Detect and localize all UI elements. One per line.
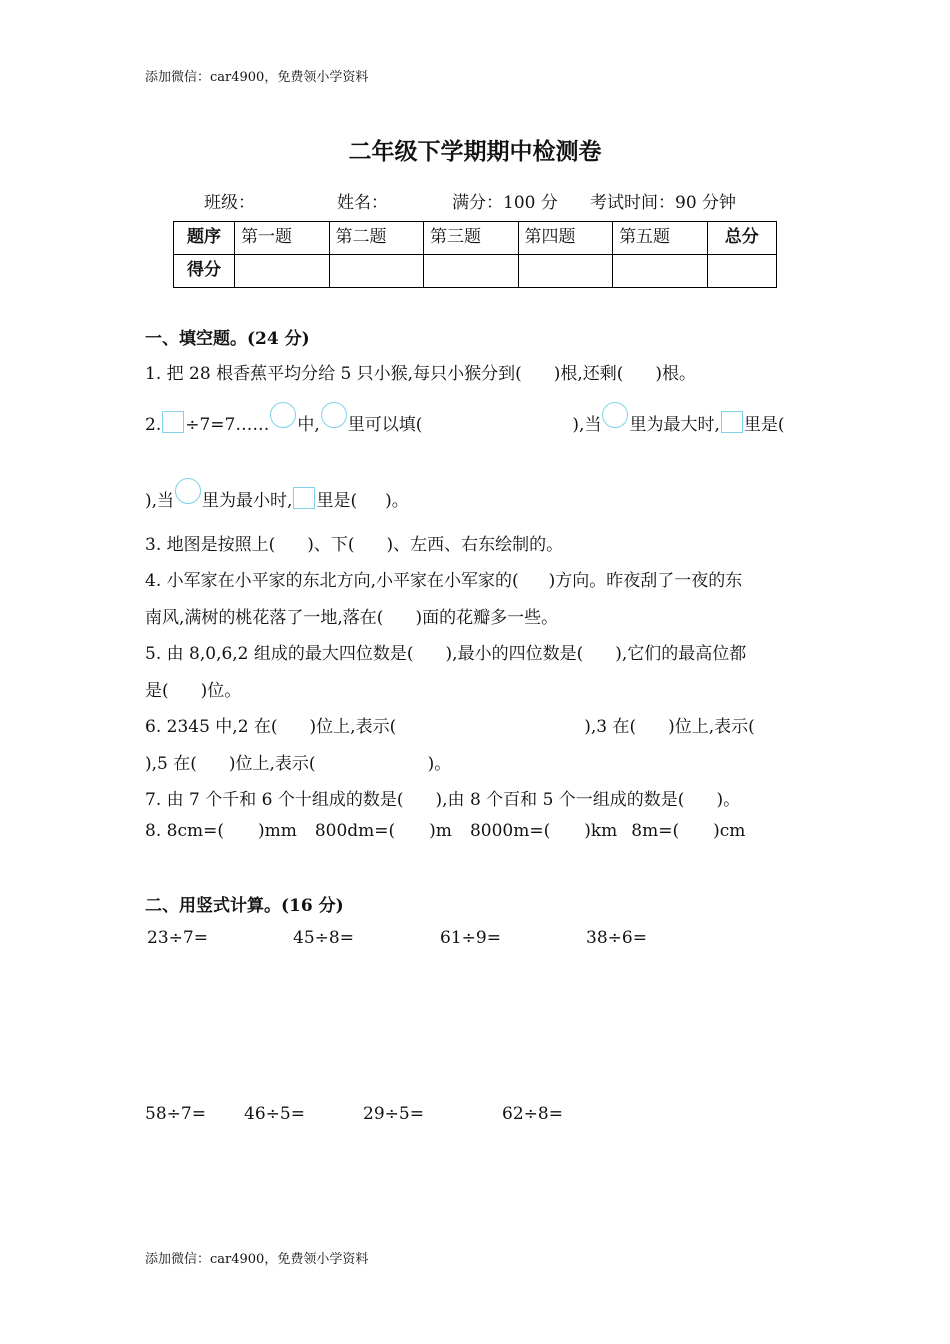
question-text: 4. 小军家在小平家的东北方向,小平家在小军家的(	[145, 571, 519, 591]
question-1	[145, 359, 696, 384]
question-text: 中,	[297, 415, 320, 435]
blank-circle-icon	[321, 402, 347, 428]
question-text: )。	[385, 491, 409, 511]
question-text: )cm	[713, 821, 746, 841]
question-text: )位上,表示(	[228, 754, 316, 774]
question-text: 1. 把 28 根香蕉平均分给 5 只小猴,每只小猴分到(	[145, 364, 522, 384]
score-cell[interactable]	[613, 255, 708, 288]
question-5-line-2	[145, 676, 241, 701]
question-text: ÷7=7……	[185, 415, 270, 435]
calc-item: 38÷6=	[586, 928, 647, 948]
question-text: 里可以填(	[347, 415, 423, 435]
question-text: 800dm=(	[314, 821, 396, 841]
question-text: 是(	[145, 681, 169, 701]
question-2-line-2	[145, 478, 409, 511]
class-label: 班级：	[204, 193, 255, 213]
question-text: )位上,表示(	[668, 717, 755, 737]
question-3	[145, 530, 563, 555]
calc-item: 62÷8=	[502, 1104, 563, 1124]
table-cell: 题序	[174, 222, 235, 255]
table-cell: 第一题	[235, 222, 330, 255]
question-text: )km	[584, 821, 618, 841]
question-text: )位。	[200, 681, 242, 701]
blank-circle-icon	[270, 402, 296, 428]
blank-circle-icon	[175, 478, 201, 504]
question-text: ),由 8 个百和 5 个一组成的数是(	[435, 790, 685, 810]
question-text: 6. 2345 中,2 在(	[145, 717, 278, 737]
question-text: )根。	[655, 364, 697, 384]
table-cell: 第二题	[329, 222, 424, 255]
score-cell[interactable]	[235, 255, 330, 288]
section-1-heading: 一、填空题。(24 分)	[145, 329, 310, 349]
question-text: ),它们的最高位都	[615, 644, 747, 664]
question-4-line-1	[145, 566, 742, 591]
question-6-line-2	[145, 749, 451, 774]
name-label: 姓名：	[337, 193, 388, 213]
blank-square-icon	[721, 411, 743, 433]
score-table-score-row	[174, 255, 777, 288]
question-text: )。	[716, 790, 741, 810]
section-2-heading: 二、用竖式计算。(16 分)	[145, 896, 344, 916]
question-text: 8m=(	[631, 821, 680, 841]
blank-square-icon	[162, 411, 184, 433]
question-text: 8. 8cm=(	[145, 821, 224, 841]
question-text: ),5 在(	[145, 754, 197, 774]
question-text: 3. 地图是按照上(	[145, 535, 276, 555]
calc-item: 58÷7=	[145, 1104, 206, 1124]
question-text: ),最小的四位数是(	[445, 644, 584, 664]
blank-square-icon	[293, 487, 315, 509]
question-text: )方向。昨夜刮了一夜的东	[548, 571, 743, 591]
question-2-line-1	[145, 402, 785, 435]
question-text: )面的花瓣多一些。	[415, 608, 559, 628]
calc-item: 46÷5=	[244, 1104, 305, 1124]
question-4-line-2	[145, 603, 558, 628]
table-cell: 总分	[707, 222, 776, 255]
question-text: )m	[429, 821, 452, 841]
table-cell: 第三题	[424, 222, 519, 255]
question-text: )mm	[257, 821, 297, 841]
calc-item: 61÷9=	[440, 928, 501, 948]
question-6-line-1	[145, 712, 755, 737]
footer-note: 添加微信：car4900，免费领小学资料	[145, 1252, 369, 1267]
question-text: ),当	[572, 415, 602, 435]
question-text: 8000m=(	[469, 821, 551, 841]
score-cell[interactable]	[518, 255, 613, 288]
question-text: )、下(	[307, 535, 355, 555]
question-text: )、左西、右东绘制的。	[386, 535, 564, 555]
question-5-line-1	[145, 639, 746, 664]
page-title: 二年级下学期期中检测卷	[348, 139, 602, 165]
question-8	[145, 821, 745, 841]
score-cell[interactable]	[707, 255, 776, 288]
question-text: 2.	[145, 415, 162, 435]
question-text: 7. 由 7 个千和 6 个十组成的数是(	[145, 790, 404, 810]
question-text: 南风,满树的桃花落了一地,落在(	[145, 608, 384, 628]
score-cell[interactable]	[424, 255, 519, 288]
score-cell[interactable]	[329, 255, 424, 288]
question-text: )位上,表示(	[309, 717, 397, 737]
question-text: ),当	[145, 491, 175, 511]
question-text: 里为最小时,	[202, 491, 293, 511]
calc-item: 29÷5=	[363, 1104, 424, 1124]
question-text: )根,还剩(	[553, 364, 624, 384]
time-label: 考试时间：90 分钟	[590, 193, 737, 213]
score-table	[173, 221, 777, 288]
question-text: ),3 在(	[584, 717, 637, 737]
score-table-header-row	[174, 222, 777, 255]
calc-item: 45÷8=	[293, 928, 354, 948]
table-cell: 第五题	[613, 222, 708, 255]
table-cell: 得分	[174, 255, 235, 288]
question-text: 5. 由 8,0,6,2 组成的最大四位数是(	[145, 644, 414, 664]
score-label: 满分：100 分	[452, 193, 558, 213]
header-note: 添加微信：car4900，免费领小学资料	[145, 70, 369, 85]
blank-circle-icon	[602, 402, 628, 428]
calc-item: 23÷7=	[147, 928, 208, 948]
question-text: 里是(	[743, 415, 785, 435]
question-text: 里是(	[316, 491, 358, 511]
table-cell: 第四题	[518, 222, 613, 255]
question-text: )。	[427, 754, 452, 774]
question-text: 里为最大时,	[629, 415, 720, 435]
question-7	[145, 785, 740, 810]
